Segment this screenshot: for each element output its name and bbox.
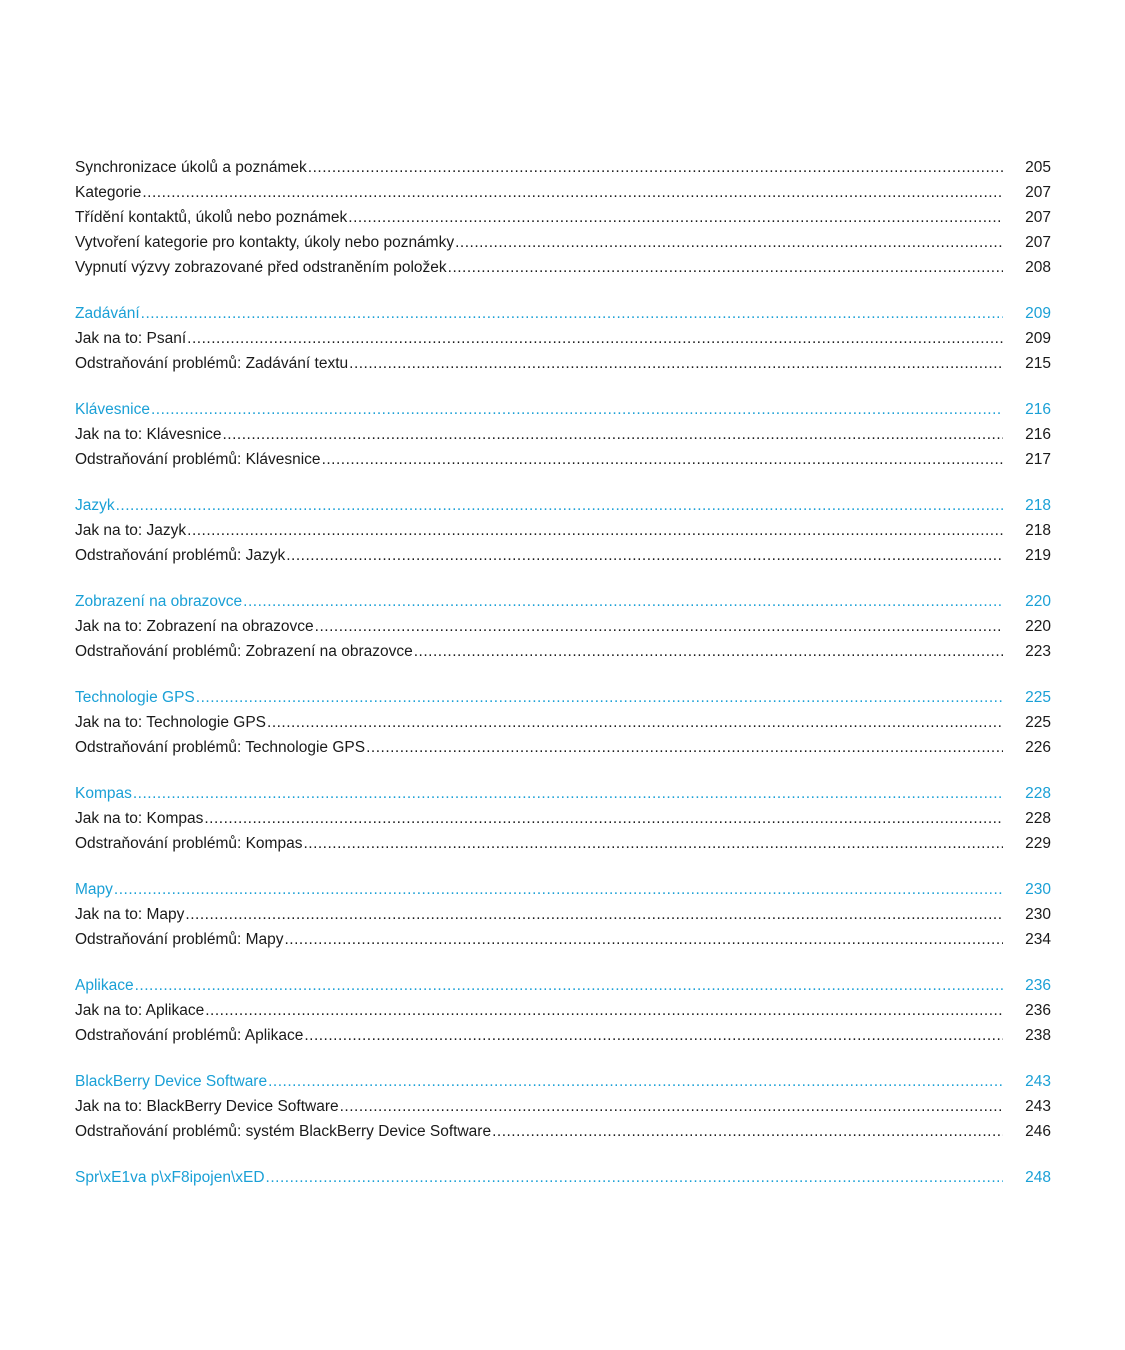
toc-entry[interactable] bbox=[75, 1094, 1051, 1119]
toc-entry[interactable] bbox=[75, 155, 1051, 180]
toc-page-number: 207 bbox=[1025, 209, 1051, 226]
toc-page-number: 225 bbox=[1025, 714, 1051, 731]
toc-entry[interactable] bbox=[75, 422, 1051, 447]
toc-chapter-entry[interactable] bbox=[75, 1069, 1051, 1094]
toc-entry-title: Zadávání bbox=[75, 305, 140, 322]
toc-entry-title: Kategorie bbox=[75, 184, 142, 201]
toc-page-number: 209 bbox=[1025, 305, 1051, 322]
toc-page-number: 248 bbox=[1025, 1169, 1051, 1186]
toc-entry[interactable] bbox=[75, 180, 1051, 205]
toc-page-number: 215 bbox=[1025, 355, 1051, 372]
toc-entry[interactable] bbox=[75, 255, 1051, 280]
toc-page-number: 228 bbox=[1025, 810, 1051, 827]
toc-entry[interactable] bbox=[75, 902, 1051, 927]
toc-entry-title: Kompas bbox=[75, 785, 132, 802]
toc-page-number: 230 bbox=[1025, 881, 1051, 898]
toc-entry-title: Vytvoření kategorie pro kontakty, úkoly nebo poznámky bbox=[75, 234, 455, 251]
toc-page-number: 243 bbox=[1025, 1073, 1051, 1090]
toc-entry[interactable] bbox=[75, 326, 1051, 351]
toc-entry-title: Jak na to: Zobrazení na obrazovce bbox=[75, 618, 314, 635]
toc-chapter-entry[interactable] bbox=[75, 685, 1051, 710]
toc-dot-leader bbox=[185, 902, 1003, 927]
toc-dot-leader bbox=[448, 255, 1003, 280]
toc-page-number: 219 bbox=[1025, 547, 1051, 564]
toc-entry[interactable] bbox=[75, 543, 1051, 568]
toc-entry-title: BlackBerry Device Software bbox=[75, 1073, 268, 1090]
toc-entry[interactable] bbox=[75, 230, 1051, 255]
toc-page-number: 225 bbox=[1025, 689, 1051, 706]
toc-entry[interactable] bbox=[75, 831, 1051, 856]
toc-entry[interactable] bbox=[75, 447, 1051, 472]
toc-dot-leader bbox=[151, 397, 1003, 422]
toc-entry-title: Jazyk bbox=[75, 497, 115, 514]
toc-dot-leader bbox=[349, 351, 1003, 376]
toc-dot-leader bbox=[187, 326, 1003, 351]
toc-entry-title: Odstraňování problémů: Aplikace bbox=[75, 1027, 304, 1044]
toc-page-number: 220 bbox=[1025, 618, 1051, 635]
toc-dot-leader bbox=[414, 639, 1003, 664]
toc-page-number: 207 bbox=[1025, 184, 1051, 201]
toc-page-number: 230 bbox=[1025, 906, 1051, 923]
toc-entry[interactable] bbox=[75, 1119, 1051, 1144]
toc-chapter-entry[interactable] bbox=[75, 397, 1051, 422]
toc-entry-title: Třídění kontaktů, úkolů nebo poznámek bbox=[75, 209, 348, 226]
toc-dot-leader bbox=[135, 973, 1003, 998]
table-of-contents bbox=[75, 155, 1051, 1190]
toc-dot-leader bbox=[315, 614, 1003, 639]
toc-page-number: 236 bbox=[1025, 977, 1051, 994]
toc-entry-title: Odstraňování problémů: Jazyk bbox=[75, 547, 286, 564]
toc-entry-title: Jak na to: Mapy bbox=[75, 906, 185, 923]
toc-entry-title: Jak na to: Klávesnice bbox=[75, 426, 222, 443]
toc-chapter-entry[interactable] bbox=[75, 877, 1051, 902]
toc-dot-leader bbox=[187, 518, 1003, 543]
toc-entry[interactable] bbox=[75, 614, 1051, 639]
toc-entry-title: Odstraňování problémů: Mapy bbox=[75, 931, 284, 948]
toc-entry-title: Odstraňování problémů: systém BlackBerry Device Software bbox=[75, 1123, 492, 1140]
toc-entry[interactable] bbox=[75, 639, 1051, 664]
toc-entry-title: Vypnutí výzvy zobrazované před odstraněním položek bbox=[75, 259, 447, 276]
toc-chapter-entry[interactable] bbox=[75, 1165, 1051, 1190]
toc-entry-title: Odstraňování problémů: Klávesnice bbox=[75, 451, 321, 468]
toc-entry[interactable] bbox=[75, 1023, 1051, 1048]
toc-entry-title: Synchronizace úkolů a poznámek bbox=[75, 159, 307, 176]
toc-page-number: 234 bbox=[1025, 931, 1051, 948]
toc-entry-title: Spr\xE1va p\xF8ipojen\xED bbox=[75, 1169, 265, 1186]
toc-dot-leader bbox=[340, 1094, 1003, 1119]
toc-entry[interactable] bbox=[75, 205, 1051, 230]
toc-dot-leader bbox=[455, 230, 1003, 255]
toc-dot-leader bbox=[268, 1069, 1003, 1094]
toc-dot-leader bbox=[267, 710, 1003, 735]
toc-page-number: 223 bbox=[1025, 643, 1051, 660]
toc-dot-leader bbox=[266, 1165, 1003, 1190]
toc-entry[interactable] bbox=[75, 710, 1051, 735]
toc-page-number: 228 bbox=[1025, 785, 1051, 802]
toc-dot-leader bbox=[303, 831, 1003, 856]
toc-entry[interactable] bbox=[75, 806, 1051, 831]
toc-entry-title: Jak na to: Jazyk bbox=[75, 522, 187, 539]
toc-dot-leader bbox=[133, 781, 1003, 806]
toc-page-number: 216 bbox=[1025, 426, 1051, 443]
toc-entry[interactable] bbox=[75, 518, 1051, 543]
toc-dot-leader bbox=[142, 180, 1003, 205]
toc-page-number: 236 bbox=[1025, 1002, 1051, 1019]
toc-entry-title: Zobrazení na obrazovce bbox=[75, 593, 243, 610]
toc-dot-leader bbox=[204, 806, 1003, 831]
toc-page-number: 238 bbox=[1025, 1027, 1051, 1044]
toc-chapter-entry[interactable] bbox=[75, 973, 1051, 998]
toc-page-number: 216 bbox=[1025, 401, 1051, 418]
toc-dot-leader bbox=[304, 1023, 1003, 1048]
toc-entry-title: Jak na to: Kompas bbox=[75, 810, 204, 827]
toc-entry-title: Odstraňování problémů: Kompas bbox=[75, 835, 303, 852]
toc-dot-leader bbox=[116, 493, 1003, 518]
toc-dot-leader bbox=[308, 155, 1003, 180]
toc-entry-title: Mapy bbox=[75, 881, 113, 898]
toc-dot-leader bbox=[222, 422, 1003, 447]
toc-dot-leader bbox=[114, 877, 1003, 902]
toc-entry-title: Technologie GPS bbox=[75, 689, 195, 706]
toc-dot-leader bbox=[322, 447, 1003, 472]
toc-chapter-entry[interactable] bbox=[75, 493, 1051, 518]
toc-page-number: 209 bbox=[1025, 330, 1051, 347]
toc-entry[interactable] bbox=[75, 998, 1051, 1023]
toc-entry-title: Jak na to: Psaní bbox=[75, 330, 187, 347]
toc-page-number: 207 bbox=[1025, 234, 1051, 251]
toc-page-number: 205 bbox=[1025, 159, 1051, 176]
toc-page-number: 208 bbox=[1025, 259, 1051, 276]
toc-dot-leader bbox=[366, 735, 1003, 760]
toc-dot-leader bbox=[205, 998, 1003, 1023]
toc-dot-leader bbox=[196, 685, 1003, 710]
toc-dot-leader bbox=[286, 543, 1003, 568]
toc-entry-title: Klávesnice bbox=[75, 401, 150, 418]
toc-entry-title: Odstraňování problémů: Zadávání textu bbox=[75, 355, 349, 372]
toc-dot-leader bbox=[285, 927, 1004, 952]
toc-chapter-entry[interactable] bbox=[75, 301, 1051, 326]
toc-entry-title: Jak na to: BlackBerry Device Software bbox=[75, 1098, 339, 1115]
toc-page-number: 229 bbox=[1025, 835, 1051, 852]
toc-entry-title: Odstraňování problémů: Zobrazení na obrazovce bbox=[75, 643, 413, 660]
toc-page-number: 246 bbox=[1025, 1123, 1051, 1140]
toc-dot-leader bbox=[492, 1119, 1003, 1144]
toc-page-number: 226 bbox=[1025, 739, 1051, 756]
toc-dot-leader bbox=[141, 301, 1003, 326]
toc-page-number: 217 bbox=[1025, 451, 1051, 468]
toc-entry-title: Odstraňování problémů: Technologie GPS bbox=[75, 739, 366, 756]
toc-page-number: 220 bbox=[1025, 593, 1051, 610]
toc-page-number: 243 bbox=[1025, 1098, 1051, 1115]
toc-chapter-entry[interactable] bbox=[75, 589, 1051, 614]
toc-page-number: 218 bbox=[1025, 522, 1051, 539]
toc-page-number: 218 bbox=[1025, 497, 1051, 514]
toc-chapter-entry[interactable] bbox=[75, 781, 1051, 806]
toc-entry-title: Jak na to: Technologie GPS bbox=[75, 714, 267, 731]
toc-entry-title: Jak na to: Aplikace bbox=[75, 1002, 205, 1019]
toc-entry-title: Aplikace bbox=[75, 977, 134, 994]
toc-entry[interactable] bbox=[75, 735, 1051, 760]
toc-entry[interactable] bbox=[75, 351, 1051, 376]
toc-dot-leader bbox=[348, 205, 1003, 230]
toc-dot-leader bbox=[243, 589, 1003, 614]
toc-entry[interactable] bbox=[75, 927, 1051, 952]
